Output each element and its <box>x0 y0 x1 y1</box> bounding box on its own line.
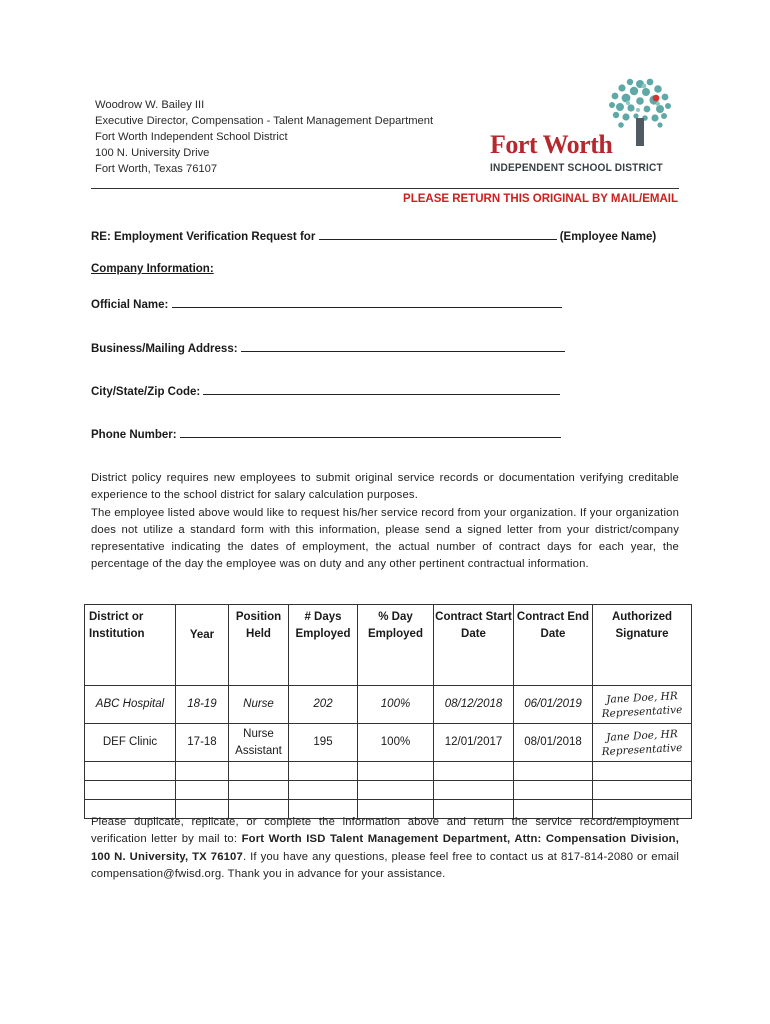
logo-title: Fort Worth <box>490 130 613 159</box>
empty-cell[interactable] <box>176 762 229 781</box>
closing-mail-address: Fort Worth ISD Talent Management Department, Attn: Compensation Division, 100 N. University, TX 76107 <box>91 833 679 863</box>
cell-district: ABC Hospital <box>85 686 176 724</box>
col-end: Contract End Date <box>514 605 593 686</box>
empty-cell[interactable] <box>434 762 514 781</box>
col-start: Contract Start Date <box>434 605 514 686</box>
cell-start: 12/01/2017 <box>434 724 514 762</box>
table-row <box>85 686 692 724</box>
address-line: Executive Director, Compensation - Talent Management Department <box>95 115 434 127</box>
cell-year: 17-18 <box>176 724 229 762</box>
cell-end: 08/01/2018 <box>514 724 593 762</box>
empty-cell[interactable] <box>176 781 229 800</box>
closing-text-1: Please duplicate, replicate, or complete the information above and return the service record/employment verification letter by mail to: <box>91 816 679 846</box>
cell-signature <box>593 724 692 762</box>
empty-cell[interactable] <box>514 762 593 781</box>
cell-end: 06/01/2019 <box>514 686 593 724</box>
re-suffix: (Employee Name) <box>559 231 657 243</box>
company-info-heading: Company Information: <box>91 263 214 275</box>
logo-subtitle: INDEPENDENT SCHOOL DISTRICT <box>490 162 663 174</box>
employment-table <box>84 604 692 819</box>
empty-cell[interactable] <box>434 781 514 800</box>
phone-label: Phone Number: <box>91 429 177 441</box>
empty-cell[interactable] <box>229 781 289 800</box>
header-divider <box>91 188 679 189</box>
empty-cell[interactable] <box>593 762 692 781</box>
cell-year: 18-19 <box>176 686 229 724</box>
signature-line-1: Jane Doe, HR <box>605 727 678 744</box>
empty-cell[interactable] <box>229 762 289 781</box>
cell-pct: 100% <box>358 686 434 724</box>
address-blank[interactable] <box>241 341 565 352</box>
city-label: City/State/Zip Code: <box>91 386 201 398</box>
phone-field <box>91 427 561 441</box>
return-notice: PLEASE RETURN THIS ORIGINAL BY MAIL/EMAIL <box>403 193 678 205</box>
table-header-row <box>85 605 692 686</box>
closing-text-2: . If you have any questions, please feel free to contact us at 817-814-2080 or email compensation@fwisd.org. Thank you in advance for your assistance. <box>91 850 680 880</box>
address-line: Fort Worth Independent School District <box>95 131 288 143</box>
re-line <box>91 229 656 243</box>
table-row-empty <box>85 781 692 800</box>
empty-cell[interactable] <box>593 781 692 800</box>
signature-line-1: Jane Doe, HR <box>605 689 678 706</box>
policy-text-2: The employee listed above would like to request his/her service record from your organization. If your organization does not utilize a standard form with this information, please send a signed letter from your district/company representative indicating the dates of employment, the actual number of contract days for each year, the percentage of the day the employee was on duty and any other pertinent contractual information. <box>91 506 679 571</box>
cell-position: Nurse <box>229 686 289 724</box>
employee-name-blank[interactable] <box>319 229 557 240</box>
empty-cell[interactable] <box>289 762 358 781</box>
col-district: District or Institution <box>85 605 176 686</box>
closing-paragraph <box>91 814 679 883</box>
col-year: Year <box>176 605 229 686</box>
official-name-label: Official Name: <box>91 299 169 311</box>
empty-cell[interactable] <box>514 781 593 800</box>
col-days: # Days Employed <box>289 605 358 686</box>
phone-blank[interactable] <box>180 427 561 438</box>
city-field <box>91 384 560 398</box>
empty-cell[interactable] <box>358 762 434 781</box>
signature-line-2: Representative <box>601 741 683 758</box>
col-signature: Authorized Signature <box>593 605 692 686</box>
cell-start: 08/12/2018 <box>434 686 514 724</box>
official-name-field <box>91 297 562 311</box>
re-prefix: RE: Employment Verification Request for <box>91 231 316 243</box>
policy-paragraph <box>91 470 679 574</box>
empty-cell[interactable] <box>289 781 358 800</box>
empty-cell[interactable] <box>85 781 176 800</box>
address-field <box>91 341 565 355</box>
city-blank[interactable] <box>203 384 560 395</box>
address-line: 100 N. University Drive <box>95 147 210 159</box>
col-position: Position Held <box>229 605 289 686</box>
policy-text-1: District policy requires new employees to submit original service records or documentation verifying creditable experience to the school district for salary calculation purposes. <box>91 472 679 502</box>
cell-signature <box>593 686 692 724</box>
cell-district: DEF Clinic <box>85 724 176 762</box>
col-pct: % Day Employed <box>358 605 434 686</box>
sender-address <box>95 97 433 177</box>
signature-line-2: Representative <box>601 703 683 720</box>
cell-position: Nurse Assistant <box>229 724 289 762</box>
cell-days: 202 <box>289 686 358 724</box>
table-row-empty <box>85 762 692 781</box>
cell-days: 195 <box>289 724 358 762</box>
address-line: Woodrow W. Bailey III <box>95 99 205 111</box>
official-name-blank[interactable] <box>172 297 562 308</box>
address-label: Business/Mailing Address: <box>91 343 238 355</box>
address-line: Fort Worth, Texas 76107 <box>95 163 218 175</box>
fwisd-logo <box>488 74 683 184</box>
empty-cell[interactable] <box>85 762 176 781</box>
cell-pct: 100% <box>358 724 434 762</box>
table-row <box>85 724 692 762</box>
empty-cell[interactable] <box>358 781 434 800</box>
